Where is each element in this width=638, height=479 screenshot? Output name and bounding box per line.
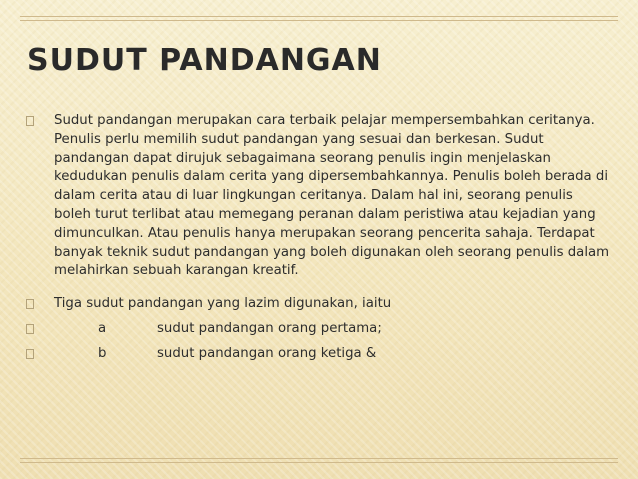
bullet-intro [24,295,612,314]
intro-text: Tiga sudut pandangan yang lazim digunakan, iaitu [54,296,392,312]
bottom-rule [20,458,618,463]
bullet-paragraph [24,112,612,281]
slide-content [24,112,612,364]
slide-title: SUDUT PANDANGAN [27,43,382,78]
top-rule [20,16,618,21]
list-letter: a [98,320,107,336]
bullet-icon [26,299,34,309]
bullet-icon [26,116,34,126]
bullet-icon [26,349,34,359]
paragraph-text: Sudut pandangan merupakan cara terbaik pelajar mempersembahkan ceritanya. Penulis perlu memilih sudut pandangan yang sesuai dan berkesan. Sudut pandangan dapat dirujuk sebagaimana seorang penulis ingin menjelaskan kedudukan penulis dalam cerita yang dipersembahkannya. Penulis boleh berada di dalam cerita atau di luar lingkungan ceritanya. Dalam hal ini, seorang penulis boleh turut terlibat atau memegang peranan dalam peristiwa atau kejadian yang dimunculkan. Atau penulis hanya merupakan seorang pencerita sahaja. Terdapat banyak teknik sudut pandangan yang boleh digunakan oleh seorang penulis dalam melahirkan sebuah karangan kreatif. [54,113,610,279]
list-letter: b [98,345,107,361]
bullet-icon [26,324,34,334]
list-item-a [24,320,612,339]
list-item-b [24,345,612,364]
list-text: sudut pandangan orang pertama; [157,320,382,336]
list-text: sudut pandangan orang ketiga & [157,345,377,361]
